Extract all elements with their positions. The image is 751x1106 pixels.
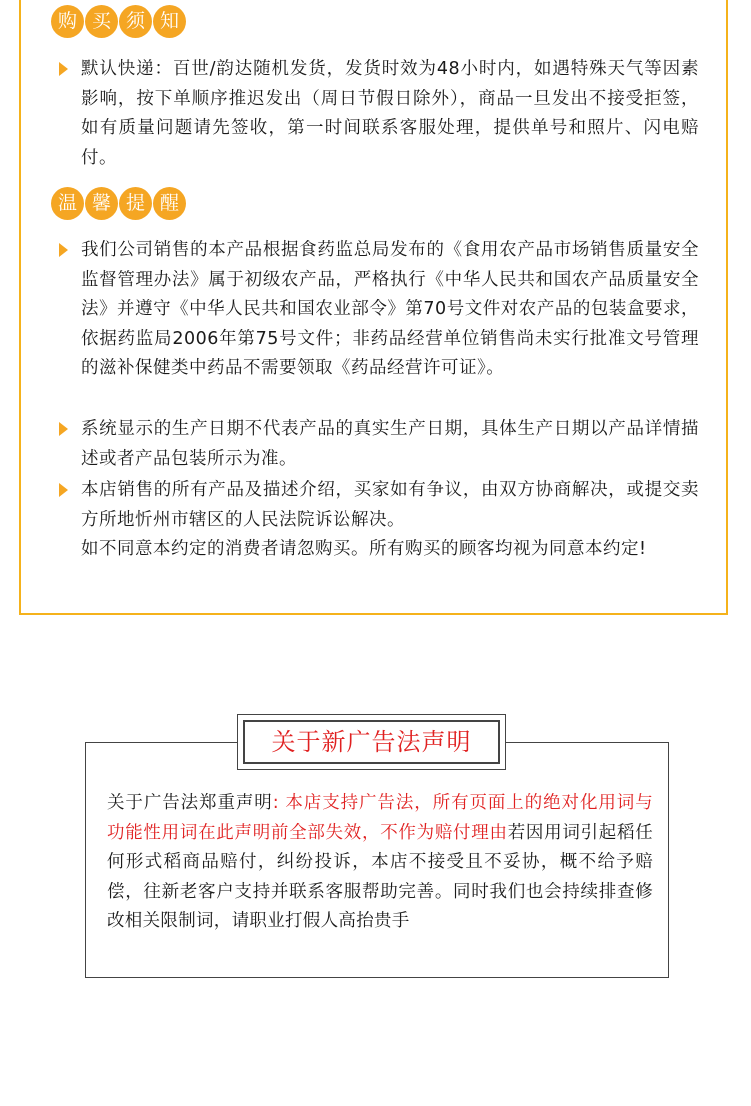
purchase-notice-heading: [51, 5, 186, 39]
item-text: 系统显示的生产日期不代表产品的真实生产日期，具体生产日期以产品详情描述或者产品包装所示为准。: [81, 419, 699, 469]
reminder-closing: 如不同意本约定的消费者请忽购买。所有购买的顾客均视为同意本约定!: [81, 539, 647, 559]
bullet-arrow-icon: [59, 62, 68, 76]
heading-char-badge: 知: [153, 5, 186, 38]
item-text: 本店销售的所有产品及描述介绍，买家如有争议，由双方协商解决，或提交卖方所地忻州市辖区的人民法院诉讼解决。: [81, 480, 699, 530]
heading-char-badge: 馨: [85, 187, 118, 220]
declaration-highlight: : 本店支持广告法，所有页面上的绝对化用词与功能性用词在此声明前全部失效，不作为赔付理由: [107, 793, 653, 843]
item-text: 默认快递：百世/韵达随机发货，发货时效为48小时内，如遇特殊天气等因素影响，按下单顺序推迟发出（周日节假日除外），商品一旦发出不接受拒签，如有质量问题请先签收，第一时间联系客服处理，提供单号和照片、闪电赔付。: [81, 59, 699, 168]
reminder-item: [59, 236, 699, 384]
reminder-heading: [51, 187, 186, 221]
heading-char-badge: 醒: [153, 187, 186, 220]
declaration-title-frame: [237, 714, 506, 770]
reminder-item: [59, 476, 699, 535]
reminder-item: [59, 415, 699, 474]
declaration-text: [107, 789, 653, 937]
declaration-title: 关于新广告法声明: [243, 720, 500, 764]
bullet-arrow-icon: [59, 422, 68, 436]
heading-char-badge: 须: [119, 5, 152, 38]
item-text: 我们公司销售的本产品根据食药监总局发布的《食用农产品市场销售质量安全监督管理办法》属于初级农产品，严格执行《中华人民共和国农产品质量安全法》并遵守《中华人民共和国农业部令》第70号文件对农产品的包装盒要求，依据药监局2006年第75号文件；非药品经营单位销售尚未实行批准文号管理的滋补保健类中药品不需要领取《药品经营许可证》。: [81, 240, 699, 378]
heading-char-badge: 购: [51, 5, 84, 38]
bullet-arrow-icon: [59, 243, 68, 257]
heading-char-badge: 提: [119, 187, 152, 220]
bullet-arrow-icon: [59, 483, 68, 497]
purchase-notice-item: [59, 55, 699, 173]
heading-char-badge: 温: [51, 187, 84, 220]
heading-char-badge: 买: [85, 5, 118, 38]
declaration-intro: 关于广告法郑重声明: [107, 793, 273, 813]
declaration-body: 若因用词引起稻任何形式稻商品赔付，纠纷投诉，本店不接受且不妥协，概不给予赔偿，往新老客户支持并联系客服帮助完善。同时我们也会持续排查修改相关限制词，请职业打假人高抬贵手: [107, 822, 653, 931]
